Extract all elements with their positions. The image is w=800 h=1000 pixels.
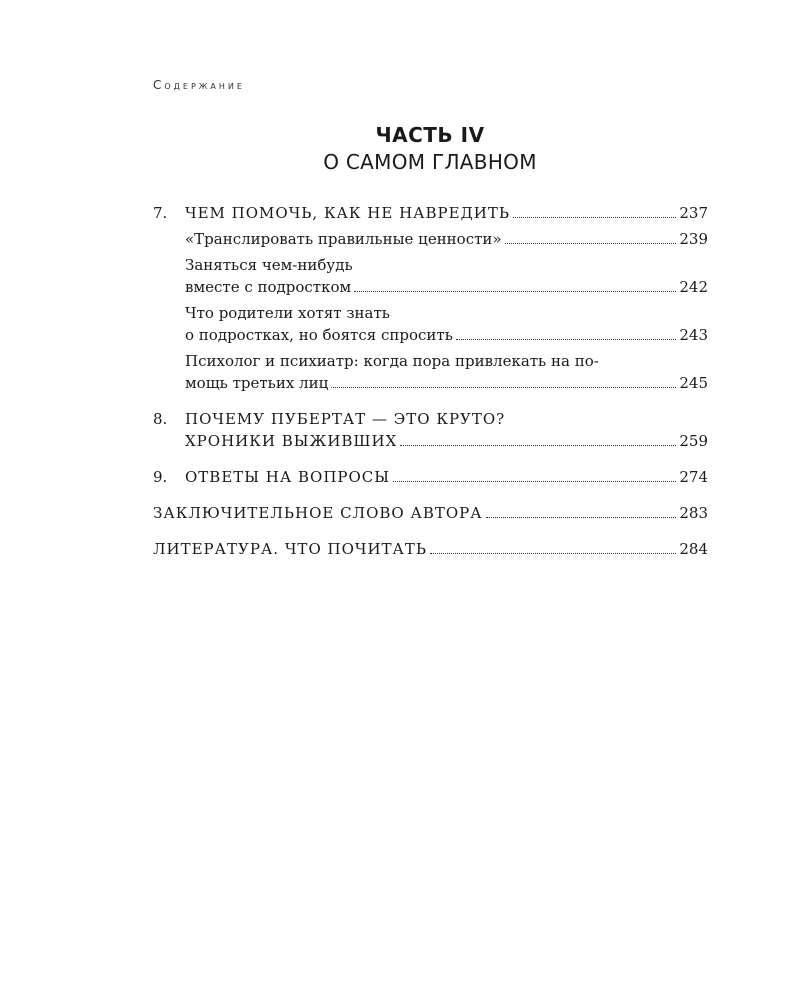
- toc-entry-section[interactable]: [153, 228, 708, 250]
- section-title-line-1: Заняться чем-нибудь: [185, 256, 353, 274]
- dot-leader: [513, 217, 676, 218]
- part-name: О САМОМ ГЛАВНОМ: [323, 150, 537, 174]
- page-number: 283: [679, 504, 708, 522]
- section-title-line-1: Что родители хотят знать: [185, 304, 390, 322]
- dot-leader: [430, 553, 676, 554]
- chapter-number: 9.: [153, 468, 168, 486]
- toc-entry-chapter-8[interactable]: [153, 408, 708, 452]
- running-head: Содержание: [153, 78, 245, 92]
- toc-entry-section[interactable]: [153, 350, 708, 394]
- page-number: 237: [679, 204, 708, 222]
- dot-leader: [400, 445, 676, 446]
- page-number: 259: [679, 432, 708, 450]
- page-number: 245: [679, 374, 708, 392]
- dot-leader: [456, 339, 677, 340]
- chapter-title: ЧЕМ ПОМОЧЬ, КАК НЕ НАВРЕДИТЬ: [185, 204, 510, 222]
- toc-entry-afterword[interactable]: [153, 502, 708, 524]
- page-number: 239: [679, 230, 708, 248]
- dot-leader: [505, 243, 677, 244]
- chapter-number: 7.: [153, 204, 168, 222]
- part-heading: [0, 123, 800, 175]
- chapter-title-line-2: ХРОНИКИ ВЫЖИВШИХ: [185, 432, 398, 450]
- dot-leader: [393, 481, 676, 482]
- page-number: 284: [679, 540, 708, 558]
- dot-leader: [486, 517, 677, 518]
- toc-entry-chapter-7[interactable]: [153, 202, 708, 224]
- dot-leader: [354, 291, 676, 292]
- page-number: 242: [679, 278, 708, 296]
- section-title-line-2: мощь третьих лиц: [185, 374, 329, 392]
- page-number: 243: [679, 326, 708, 344]
- dot-leader: [331, 387, 676, 388]
- section-title-line-1: Психолог и психиатр: когда пора привлекать на по-: [185, 352, 599, 370]
- toc-entry-chapter-9[interactable]: [153, 466, 708, 488]
- chapter-number: 8.: [153, 410, 168, 428]
- literature-title: ЛИТЕРАТУРА. ЧТО ПОЧИТАТЬ: [153, 540, 428, 558]
- page-number: 274: [679, 468, 708, 486]
- part-number: ЧАСТЬ IV: [375, 123, 485, 147]
- section-title-line-2: вместе с подростком: [185, 278, 352, 296]
- chapter-title: ОТВЕТЫ НА ВОПРОСЫ: [185, 468, 391, 486]
- chapter-title-line-1: ПОЧЕМУ ПУБЕРТАТ — ЭТО КРУТО?: [185, 410, 506, 428]
- section-title: «Транслировать правильные ценности»: [185, 230, 502, 248]
- table-of-contents: [153, 202, 708, 560]
- afterword-title: ЗАКЛЮЧИТЕЛЬНОЕ СЛОВО АВТОРА: [153, 504, 483, 522]
- toc-entry-literature[interactable]: [153, 538, 708, 560]
- toc-entry-section[interactable]: [153, 302, 708, 346]
- toc-entry-section[interactable]: [153, 254, 708, 298]
- section-title-line-2: о подростках, но боятся спросить: [185, 326, 453, 344]
